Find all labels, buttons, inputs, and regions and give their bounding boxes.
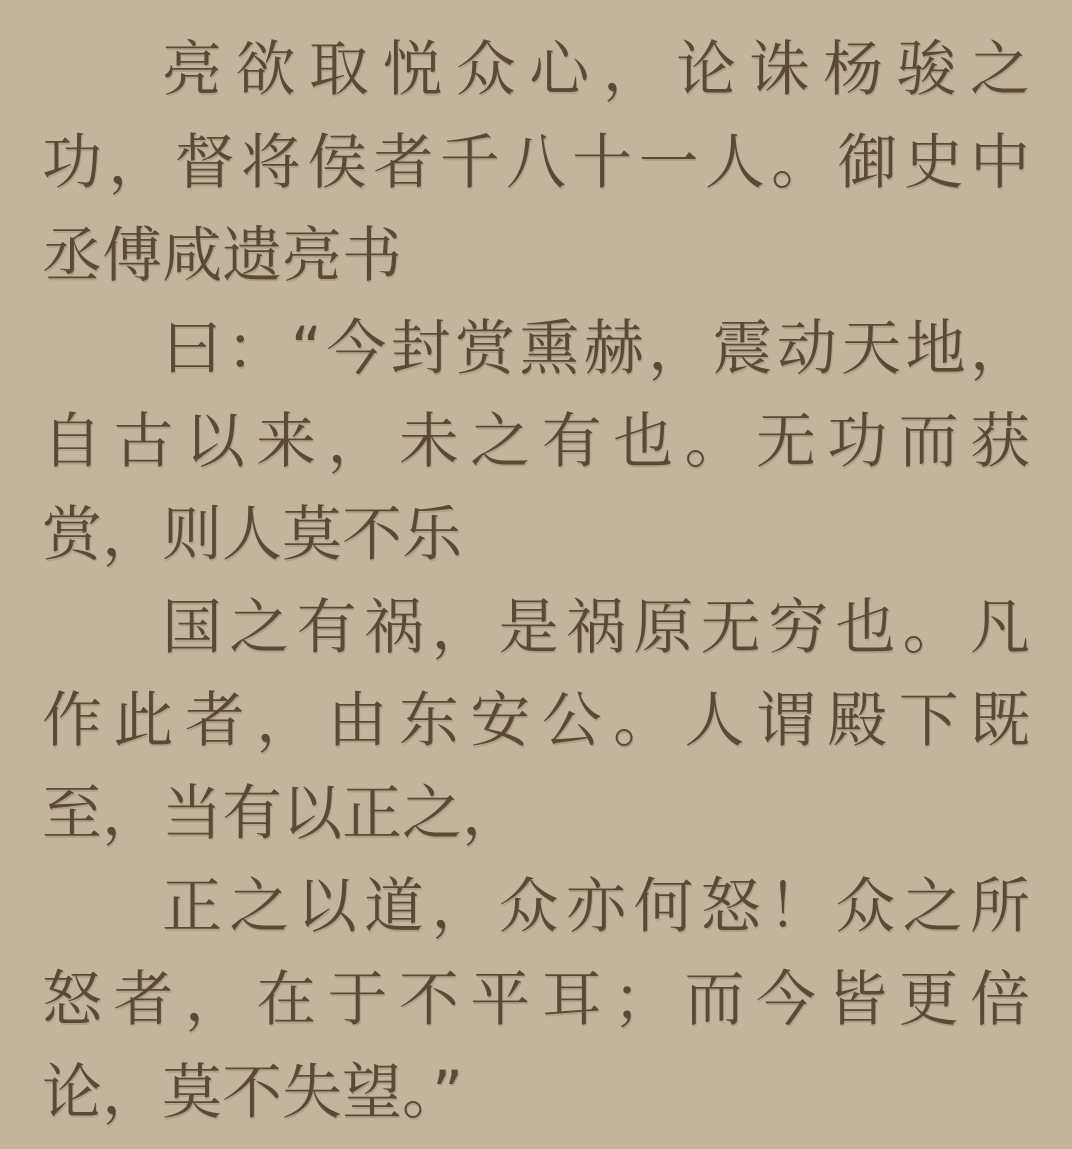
text-line: 国之有祸，是祸原无穷也。凡 <box>162 593 1030 663</box>
text-line: 丞傅咸遗亮书 <box>42 221 402 291</box>
paragraph <box>42 582 1030 861</box>
text-line: 作此者，由东安公。人谓殿下既 <box>42 686 1030 756</box>
text-line: 正之以道，众亦何怒！众之所 <box>162 872 1030 942</box>
text-line: 曰：“今封赏熏赫，震动天地， <box>162 314 1030 384</box>
text-line: 亮欲取悦众心，论诛杨骏之 <box>162 35 1030 105</box>
text-line: 自古以来，未之有也。无功而获 <box>42 407 1030 477</box>
text-line: 赏，则人莫不乐 <box>42 500 462 570</box>
paragraph <box>42 24 1030 303</box>
text-line: 至，当有以正之， <box>42 779 522 849</box>
text-line: 功，督将侯者千八十一人。御史中 <box>42 128 1030 198</box>
paragraph <box>42 861 1030 1140</box>
text-line: 论，莫不失望。” <box>42 1058 464 1128</box>
text-line: 怒者，在于不平耳；而今皆更倍 <box>42 965 1030 1035</box>
paragraph <box>42 303 1030 582</box>
